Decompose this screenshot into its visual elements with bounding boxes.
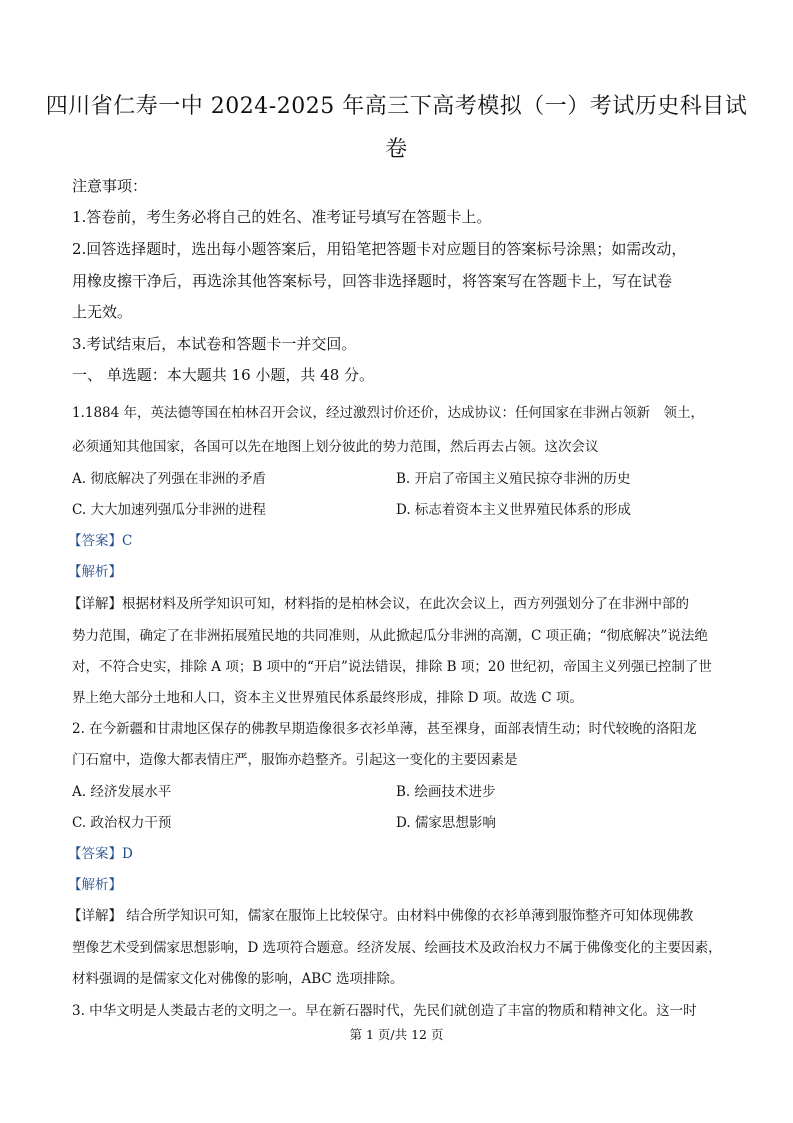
question-1-option-a: A. 彻底解决了列强在非洲的矛盾 — [72, 471, 266, 487]
question-2-stem-line-2: 门石窟中，造像大都表情庄严，服饰亦趋整齐。引起这一变化的主要因素是 — [72, 752, 518, 768]
question-1-detail: 【详解】根据材料及所学知识可知，材料指的是柏林会议，在此次会议上，西方列强划分了在非洲中部的 — [68, 596, 689, 612]
question-2-detail-line-3: 材料强调的是儒家文化对佛像的影响，ABC 选项排除。 — [72, 971, 404, 987]
notice-item-2-line-2: 用橡皮擦干净后，再选涂其他答案标号，回答非选择题时，将答案写在答题卡上，写在试卷 — [72, 272, 673, 290]
question-1-answer: 【答案】C — [68, 533, 133, 549]
section-heading: 一、 单选题：本大题共 16 小题，共 48 分。 — [72, 366, 375, 384]
notice-item-2: 2.回答选择题时，选出每小题答案后，用铅笔把答题卡对应题目的答案标号涂黑；如需改动， — [72, 240, 687, 258]
notice-item-1: 1.答卷前，考生务必将自己的姓名、准考证号填写在答题卡上。 — [72, 208, 492, 226]
question-3-stem: 3. 中华文明是人类最古老的文明之一。早在新石器时代，先民们就创造了丰富的物质和精神文化。这一时 — [72, 1003, 697, 1019]
question-1-detail-line-2: 势力范围，确定了在非洲拓展殖民地的共同准则，从此掀起瓜分非洲的高潮，C 项正确；“彻底解决”说法绝 — [72, 628, 708, 644]
question-1-option-d: D. 标志着资本主义世界殖民体系的形成 — [396, 502, 631, 518]
question-2-option-a: A. 经济发展水平 — [72, 784, 172, 800]
question-1-stem: 1.1884 年，英法德等国在柏林召开会议，经过激烈讨价还价，达成协议：任何国家在非洲占领新 领土， — [72, 405, 705, 421]
page-number-footer: 第 1 页/共 12 页 — [349, 1027, 444, 1042]
question-2-option-d: D. 儒家思想影响 — [396, 815, 496, 831]
question-2-analysis-label: 【解析】 — [68, 877, 122, 893]
question-1-option-c: C. 大大加速列强瓜分非洲的进程 — [72, 502, 266, 518]
notice-heading: 注意事项： — [72, 177, 148, 195]
notice-item-2-line-3: 上无效。 — [72, 303, 133, 321]
question-1-detail-line-4: 界上绝大部分土地和人口，资本主义世界殖民体系最终形成，排除 D 项。故选 C 项。 — [72, 690, 583, 706]
question-2-answer: 【答案】D — [68, 846, 133, 862]
question-2-stem: 2. 在今新疆和甘肃地区保存的佛教早期造像很多衣衫单薄，甚至裸身，面部表情生动；时代较晚的洛阳龙 — [72, 721, 697, 737]
question-2-detail-line-2: 塑像艺术受到儒家思想影响，D 选项符合题意。经济发展、绘画技术及政治权力不属于佛像变化的主要因素， — [72, 940, 722, 956]
page-title: 四川省仁寿一中 2024-2025 年高三下高考模拟（一）考试历史科目试 — [45, 94, 748, 119]
question-2-option-b: B. 绘画技术进步 — [396, 784, 496, 800]
question-1-stem-line-2: 必须通知其他国家，各国可以先在地图上划分彼此的势力范围，然后再去占领。这次会议 — [72, 439, 599, 455]
question-1-option-b: B. 开启了帝国主义殖民掠夺非洲的历史 — [396, 471, 631, 487]
question-2-detail: 【详解】 结合所学知识可知，儒家在服饰上比较保守。由材料中佛像的衣衫单薄到服饰整齐可知体现佛教 — [68, 908, 694, 924]
question-1-detail-line-3: 对，不符合史实，排除 A 项；B 项中的“开启”说法错误，排除 B 项；20 世纪初，帝国主义列强已控制了世 — [72, 659, 712, 675]
question-1-analysis-label: 【解析】 — [68, 564, 122, 580]
notice-item-3: 3.考试结束后，本试卷和答题卡一并交回。 — [72, 335, 357, 353]
question-2-option-c: C. 政治权力干预 — [72, 815, 172, 831]
page-title-continued: 卷 — [385, 137, 408, 162]
